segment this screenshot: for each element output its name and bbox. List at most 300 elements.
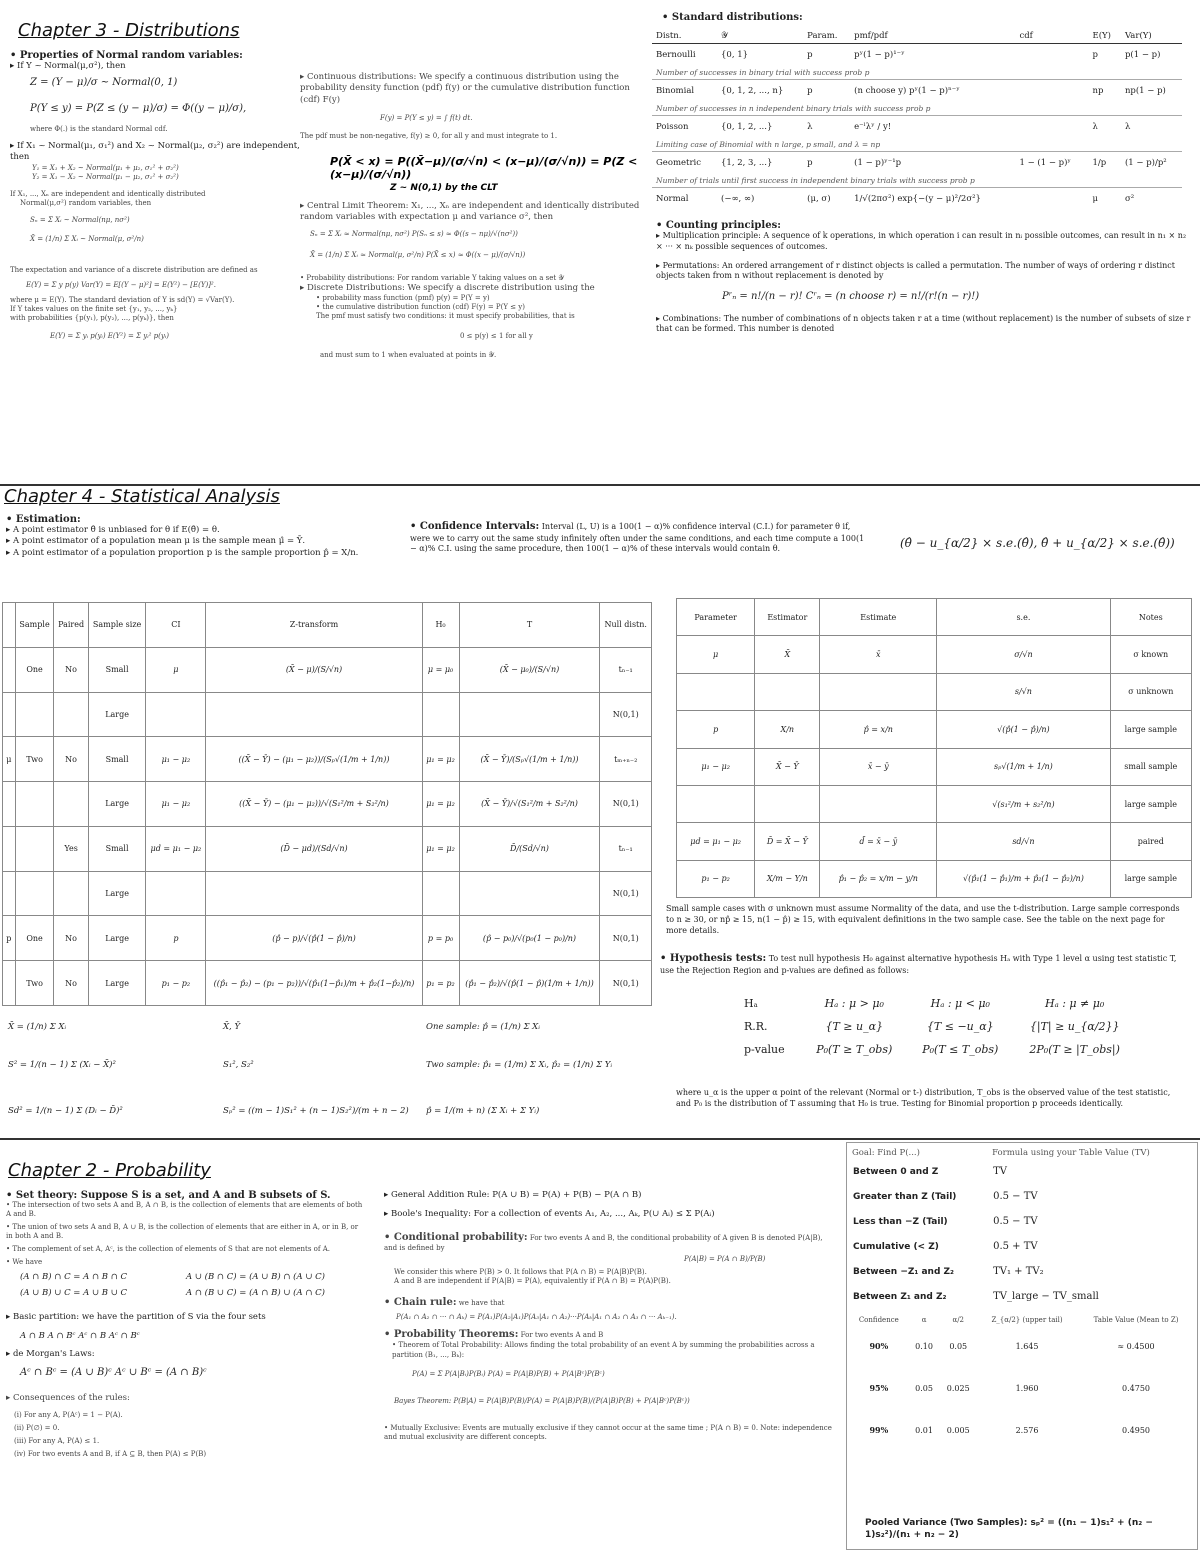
exp-where: where μ = E(Y). The standard deviation of Y is sd(Y) = √Var(Y). (10, 296, 235, 305)
mutually-exclusive: • Mutually Exclusive: Events are mutually exclusive if they cannot occur at the same time ; P(A ∩ B) = 0. Note: independence and mutual exclusivity are different concepts. (384, 1424, 834, 1442)
booles-inequality: ▸ Boole's Inequality: For a collection of events A₁, A₂, ..., Aₖ, P(∪ Aᵢ) ≤ Σ P(Aᵢ) (384, 1209, 834, 1220)
inference-cell-h0: μ₁ = μ₂ (422, 782, 459, 827)
bayes-eq: Bayes Theorem: P(B|A) = P(A|B)P(B)/P(A) = P(A|B)P(B)/(P(A|B)P(B) + P(A|Bᶜ)P(Bᶜ)) (394, 1396, 690, 1405)
inference-cell-t: (p̂ − p₀)/√(p₀(1 − p₀)/n) (459, 916, 600, 961)
hypothesis-cell: {T ≥ u_α} (825, 1020, 884, 1033)
confidence-cell: 0.4950 (1122, 1425, 1151, 1435)
confidence-row (849, 1409, 1195, 1451)
estimator-cell-note: σ known (1110, 636, 1191, 673)
confidence-row (849, 1325, 1195, 1367)
inference-cell-size: Large (88, 782, 146, 827)
demorgan-eq: Aᶜ ∩ Bᶜ = (A ∪ B)ᶜ Aᶜ ∪ Bᶜ = (A ∩ B)ᶜ (20, 1366, 207, 1378)
combinations: ▸ Combinations: The number of combinations of n objects taken r at a time (without replacement) is the number of subsets of size r that can be formed. This number is denoted (656, 314, 1192, 336)
std-header-cell: pmf/pdf (850, 29, 1015, 44)
small-sample-note: Small sample cases with σ unknown must assume Normality of the data, and use the t-distribution. Large sample corresponds to n ≥ 30, or np̂ ≥ 15, n(1 − p̂) ≥ 15, with equivalent definitions in the two sample case. See the table on the next page for more details. (666, 904, 1180, 935)
form-xbar: X̄ = (1/n) Σ Xᵢ (8, 1022, 67, 1032)
cond-eq: P(A|B) = P(A ∩ B)/P(B) (684, 1255, 766, 1264)
general-addition-rule: ▸ General Addition Rule: P(A ∪ B) = P(A) + P(B) − P(A ∩ B) (384, 1190, 834, 1201)
z-goal-row (849, 1184, 1195, 1209)
confidence-cell: 2.576 (1015, 1425, 1039, 1435)
estimator-cell-est (820, 785, 937, 822)
confidence-cell: 95% (869, 1383, 889, 1393)
inference-cell-paired (54, 692, 88, 737)
cdf-line: • the cumulative distribution function (cdf) F(y) = P(Y ≤ y) (316, 303, 640, 312)
form-s12: S₁², S₂² (223, 1060, 254, 1070)
z-formula-cell: 0.5 + TV (993, 1241, 1038, 1252)
estimator-row (677, 636, 1192, 673)
estimator-header-cell: Parameter (677, 599, 755, 636)
estimator-table-header (677, 599, 1192, 636)
std-header-cell: Var(Y) (1121, 29, 1182, 44)
std-dist-note: Number of successes in n independent binary trials with success prob p (652, 102, 1182, 116)
inference-row (3, 782, 652, 827)
normal-eq-1: Z = (Y − μ)/σ ~ Normal(0, 1) (30, 77, 178, 89)
set-theory-heading: • Set theory: Suppose S is a set, and A and B subsets of S. (6, 1190, 366, 1201)
estimator-cell-param: μ (677, 636, 755, 673)
inference-cell-h0 (422, 871, 459, 916)
exp-eq-2: E(Y) = Σ yᵢ p(yᵢ) E(Y²) = Σ yᵢ² p(yᵢ) (50, 331, 169, 340)
inference-cell-sample (15, 782, 54, 827)
chapter-3-title: Chapter 3 - Distributions (18, 20, 240, 41)
estimator-cell-note: large sample (1110, 860, 1191, 897)
form-one-sample: One sample: p̂ = (1/n) Σ Xᵢ (426, 1022, 540, 1032)
inference-cell-z: ((p̂₁ − p̂₂) − (p₁ − p₂))/√(p̂₁(1−p̂₁)/m + p̂₂(1−p̂₂)/n) (206, 961, 422, 1006)
z-goal-row (849, 1259, 1195, 1284)
estimator-cell-estr (755, 673, 820, 710)
inference-cell-null: N(0,1) (600, 916, 652, 961)
inference-cell-h0: μ = μ₀ (422, 647, 459, 692)
hypothesis-cell: P₀(T ≥ T_obs) (816, 1043, 893, 1056)
std-dist-table (652, 29, 1182, 210)
estimator-header-cell: Estimator (755, 599, 820, 636)
estimator-cell-param (677, 673, 755, 710)
std-cell-e: np (1092, 86, 1104, 96)
estimator-cell-estr: X̄ − Ȳ (755, 748, 820, 785)
inference-cell-grp (3, 961, 16, 1006)
inference-cell-z: ((X̄ − Ȳ) − (μ₁ − μ₂))/(Sₚ√(1/m + 1/n)) (206, 737, 422, 782)
probability-rules-block (384, 1190, 834, 1442)
inference-cell-z (206, 692, 422, 737)
handwritten-clt-1: P(X̄ < x) = P((X̄−μ)/(σ/√n) < (x−μ)/(σ/√n)) = P(Z < (x−μ)/(σ/√n)) (330, 154, 638, 181)
inference-cell-sample: One (15, 647, 54, 692)
form-sp: Sₚ² = ((m − 1)S₁² + (n − 1)S₂²)/(m + n − 2) (223, 1106, 409, 1116)
z-formula-cell: TV_large − TV_small (993, 1291, 1099, 1302)
hypothesis-cell: Hₐ : μ < μ₀ (930, 997, 990, 1010)
estimator-cell-se: sd/√n (937, 823, 1110, 860)
z-goal-row (849, 1284, 1195, 1309)
clt-line: ▸ Central Limit Theorem: X₁, ..., Xₙ are independent and identically distributed random variables with expectation μ and variance σ², then (300, 201, 640, 224)
estimation-heading: • Estimation: (6, 514, 406, 525)
estimator-cell-se: s/√n (937, 673, 1110, 710)
z-formula-col: Formula using your Table Value (TV) (992, 1148, 1150, 1158)
inference-cell-ci: p₁ − p₂ (146, 961, 206, 1006)
inference-header-cell: H₀ (422, 603, 459, 648)
consequence-2: (ii) P(∅) = 0. (14, 1424, 60, 1433)
inference-cell-sample: One (15, 916, 54, 961)
inference-cell-ci (146, 871, 206, 916)
std-cell-cdf: 1 − (1 − p)ʸ (1019, 158, 1072, 168)
inference-cell-z: (X̄ − μ)/(S/√n) (206, 647, 422, 692)
z-goal-cell: Between −Z₁ and Z₂ (853, 1266, 954, 1277)
inference-cell-size: Large (88, 871, 146, 916)
demorgan-heading: ▸ de Morgan's Laws: (6, 1349, 366, 1360)
inference-cell-h0: μ₁ = μ₂ (422, 826, 459, 871)
std-dist-note: Number of successes in binary trial with success prob p (652, 66, 1182, 80)
estimator-cell-se: sₚ√(1/m + 1/n) (937, 748, 1110, 785)
normal-where: where Φ(.) is the standard Normal cdf. (30, 125, 168, 134)
inference-cell-size: Small (88, 647, 146, 692)
cont-line: ▸ Continuous distributions: We specify a continuous distribution using the probability density function (pdf) f(y) or the cumulative distribution function (cdf) F(y) (300, 72, 640, 106)
hypothesis-table (736, 992, 1136, 1061)
estimator-row (677, 748, 1192, 785)
exp-if: If Y takes values on the finite set {y₁, y₂, ..., yₖ} (10, 305, 178, 314)
z-formula-cell: TV₁ + TV₂ (993, 1266, 1044, 1277)
inference-cell-sample (15, 871, 54, 916)
cond-indep: A and B are independent if P(A|B) = P(A), equivalently if P(A ∩ B) = P(A)P(B). (394, 1277, 671, 1286)
counting-heading: • Counting principles: (656, 220, 1192, 231)
exp-line: The expectation and variance of a discrete distribution are defined as (10, 266, 258, 275)
prob-theorems-heading: • Probability Theorems: (384, 1329, 518, 1340)
estimator-row (677, 785, 1192, 822)
z-goal-cell: Between Z₁ and Z₂ (853, 1291, 947, 1302)
std-header-cell: cdf (1015, 29, 1088, 44)
std-cell-cdf (1015, 44, 1088, 67)
divider-ch4-ch2 (0, 1138, 1200, 1140)
cond-heading: • Conditional probability: (384, 1232, 528, 1243)
inference-cell-paired: No (54, 961, 88, 1006)
confidence-table (849, 1315, 1195, 1451)
inference-cell-grp (3, 692, 16, 737)
z-goal-cell: Between 0 and Z (853, 1166, 939, 1177)
estimator-cell-est: p̂ = x/n (820, 711, 937, 748)
inference-cell-grp (3, 871, 16, 916)
estimator-cell-est: d̄ = x̄ − ȳ (820, 823, 937, 860)
confidence-header-cell: α/2 (952, 1316, 965, 1324)
ci-heading: • Confidence Intervals: (410, 521, 539, 532)
inference-row (3, 737, 652, 782)
law-4: A ∩ (B ∪ C) = (A ∩ B) ∪ (A ∩ C) (186, 1287, 325, 1298)
pmf-line: • probability mass function (pmf) p(y) = P(Y = y) (316, 294, 640, 303)
inference-cell-size: Large (88, 961, 146, 1006)
prob-theorems-text: For two events A and B (520, 1331, 604, 1340)
confidence-cell: 0.10 (915, 1341, 933, 1351)
std-cell-e: 1/p (1092, 158, 1107, 168)
inference-cell-t (459, 871, 600, 916)
inference-row (3, 961, 652, 1006)
estimator-row (677, 823, 1192, 860)
std-dist-note: Limiting case of Binomial with n large, p small, and λ = np (652, 138, 1182, 152)
inference-cell-z: (p̂ − p)/√(p̂(1 − p̂)/n) (206, 916, 422, 961)
z-formula-cell: 0.5 − TV (993, 1216, 1038, 1227)
hypothesis-cell: p-value (744, 1043, 785, 1056)
consequences-heading: ▸ Consequences of the rules: (6, 1393, 366, 1404)
confidence-cell: 0.05 (949, 1341, 968, 1351)
hypothesis-cell: P₀(T ≤ T_obs) (922, 1043, 999, 1056)
std-cell-pmf: e⁻ˡλʸ / y! (854, 122, 892, 132)
law-2: A ∪ (B ∩ C) = (A ∪ B) ∩ (A ∪ C) (186, 1271, 325, 1282)
z-goal-col: Goal: Find P(...) (852, 1148, 920, 1158)
total-probability: • Theorem of Total Probability: Allows finding the total probability of an event A by summing the probabilities across a partition (B₁, ..., Bₖ): (392, 1341, 834, 1359)
inference-row (3, 647, 652, 692)
std-cell-e: λ (1092, 122, 1098, 132)
inference-cell-h0: p₁ = p₂ (422, 961, 459, 1006)
hypothesis-cell: {T ≤ −u_α} (926, 1020, 994, 1033)
std-cell-param: p (807, 158, 813, 168)
estimator-cell-note: paired (1110, 823, 1191, 860)
inference-cell-z: (D̄ − μd)/(Sd/√n) (206, 826, 422, 871)
inference-cell-sample (15, 692, 54, 737)
cond-text: For two events A and B, the conditional probability of A given B is denoted P(A|B), and is defined by (384, 1233, 823, 1252)
confidence-header-cell: α (921, 1316, 927, 1324)
confidence-cell: ≈ 0.4500 (1117, 1341, 1155, 1351)
inference-cell-null: N(0,1) (600, 782, 652, 827)
std-cell-e: p (1092, 50, 1098, 60)
pmf-sum: and must sum to 1 when evaluated at points in 𝒴. (320, 350, 497, 359)
std-cell-param: (μ, σ) (807, 194, 831, 204)
iid-line: If X₁, ..., Xₙ are independent and identically distributed (10, 189, 206, 198)
estimator-cell-param: μd = μ₁ − μ₂ (677, 823, 755, 860)
hypothesis-text: To test null hypothesis H₀ against alternative hypothesis Hₐ with Type 1 level α using test statistic T, use the Rejection Region and p-values are defined as follows: (660, 954, 1177, 975)
inference-cell-ci: μ (146, 647, 206, 692)
hypothesis-cell: Hₐ : μ ≠ μ₀ (1044, 997, 1105, 1010)
std-dist-note-row (652, 66, 1182, 80)
estimator-row (677, 673, 1192, 710)
hypothesis-row (736, 1015, 1136, 1038)
z-goal-cell: Less than −Z (Tail) (853, 1216, 948, 1227)
estimator-row (677, 711, 1192, 748)
total-prob-eq: P(A) = Σ P(A|Bᵢ)P(Bᵢ) P(A) = P(A|B)P(B) + P(A|Bᶜ)P(Bᶜ) (412, 1369, 605, 1378)
inference-cell-h0 (422, 692, 459, 737)
handwritten-clt-2: Z ~ N(0,1) by the CLT (390, 182, 498, 193)
indep-eq-2: Y₂ = X₁ − X₂ ~ Normal(μ₁ − μ₂, σ₁² + σ₂²) (32, 172, 179, 181)
ci-formula: (θ̂ − u_{α/2} × s.e.(θ̂), θ̂ + u_{α/2} × s.e.(θ̂)) (900, 536, 1175, 550)
normal-properties-heading: • Properties of Normal random variables: (10, 50, 300, 61)
inference-row (3, 916, 652, 961)
inference-header-cell: Null distn. (600, 603, 652, 648)
confidence-cell: 0.4750 (1122, 1383, 1151, 1393)
std-dist-row (652, 188, 1182, 211)
chapter-4-title: Chapter 4 - Statistical Analysis (4, 486, 280, 507)
inference-cell-h0: μ₁ = μ₂ (422, 737, 459, 782)
std-cell-var: λ (1124, 122, 1131, 132)
iid-eq-1: Sₙ = Σ Xᵢ ~ Normal(nμ, nσ²) (30, 215, 130, 224)
consequence-1: (i) For any A, P(Aᶜ) = 1 − P(A). (14, 1410, 123, 1419)
set-union: • The union of two sets A and B, A ∪ B, is the collection of elements that are either in A, or in B, or in both A and B. (6, 1223, 366, 1241)
inference-header-cell: CI (146, 603, 206, 648)
std-cell-name: Bernoulli (656, 50, 696, 60)
z-goal-cell: Cumulative (< Z) (853, 1241, 939, 1252)
normal-properties-block (10, 50, 300, 341)
inference-cell-paired: Yes (54, 826, 88, 871)
z-goal-row (849, 1234, 1195, 1259)
inference-row (3, 871, 652, 916)
estimator-cell-se: √(s₁²/m + s₂²/n) (937, 785, 1110, 822)
inference-header-cell (3, 603, 16, 648)
exp-probs: with probabilities {p(y₁), p(y₂), ..., p(yₖ)}, then (10, 314, 174, 323)
std-cell-param: p (807, 50, 813, 60)
consequence-3: (iii) For any A, P(A) ≤ 1. (14, 1437, 100, 1446)
inference-cell-grp: μ (3, 737, 16, 782)
inference-cell-t (459, 692, 600, 737)
confidence-cell: 1.960 (1015, 1383, 1039, 1393)
confidence-header-cell: Confidence (858, 1316, 899, 1324)
basic-partition: ▸ Basic partition: we have the partition of S via the four sets (6, 1312, 366, 1323)
set-intersection: • The intersection of two sets A and B, A ∩ B, is the collection of elements that are elements of both A and B. (6, 1201, 366, 1219)
estimator-cell-note: large sample (1110, 785, 1191, 822)
confidence-header-cell: Table Value (Mean to Z) (1093, 1316, 1179, 1324)
consequence-4: (iv) For two events A and B, if A ⊆ B, then P(A) ≤ P(B) (14, 1450, 207, 1459)
estimator-cell-param: p (677, 711, 755, 748)
estimator-cell-est: x̄ − ȳ (820, 748, 937, 785)
estimator-cell-note: σ unknown (1110, 673, 1191, 710)
confidence-cell: 90% (869, 1341, 889, 1351)
inference-cell-t: (X̄ − Ȳ)/(Sₚ√(1/m + 1/n)) (459, 737, 600, 782)
confidence-cell: 0.025 (946, 1383, 970, 1393)
std-cell-y: (−∞, ∞) (721, 194, 755, 204)
inference-cell-ci (146, 692, 206, 737)
std-cell-pmf: pʸ(1 − p)¹⁻ʸ (854, 50, 905, 60)
inference-cell-ci: μ₁ − μ₂ (146, 782, 206, 827)
inference-cell-null: N(0,1) (600, 961, 652, 1006)
estimator-header-cell: s.e. (937, 599, 1110, 636)
iid-eq-2: X̄ = (1/n) Σ Xᵢ ~ Normal(μ, σ²/n) (30, 234, 144, 243)
inference-cell-ci: μ₁ − μ₂ (146, 737, 206, 782)
estimation-2: ▸ A point estimator of a population mean μ is the sample mean μ̂ = Ȳ. (6, 536, 406, 547)
hypothesis-where: where u_α is the upper α point of the relevant (Normal or t-) distribution, T_obs is the observed value of the test statistic, and P₀ is the distribution of T assuming that H₀ is true. Testing for Binomial proportion p proceeds identically. (676, 1088, 1171, 1108)
inference-table (2, 602, 652, 1006)
std-dist-row (652, 116, 1182, 139)
std-cell-cdf (1015, 80, 1088, 103)
iid-line-2: Normal(μ,σ²) random variables, then (20, 198, 152, 207)
estimator-cell-param (677, 785, 755, 822)
estimator-cell-note: small sample (1110, 748, 1191, 785)
pooled-variance: Pooled Variance (Two Samples): sₚ² = ((n₁ − 1)s₁² + (n₂ − 1)s₂²)/(n₁ + n₂ − 2) (865, 1517, 1153, 1540)
inference-cell-h0: p = p₀ (422, 916, 459, 961)
std-header-cell: Distn. (652, 29, 717, 44)
confidence-cell: 1.645 (1015, 1341, 1039, 1351)
z-goal-row (849, 1159, 1195, 1184)
inference-cell-t: D̄/(Sd/√n) (459, 826, 600, 871)
indep-line: ▸ If X₁ ~ Normal(μ₁, σ₁²) and X₂ ~ Normal(μ₂, σ₂²) are independent, then (10, 141, 300, 164)
std-cell-name: Normal (656, 194, 689, 204)
std-dist-row (652, 152, 1182, 175)
ci-block (410, 520, 870, 555)
std-cell-param: λ (807, 122, 813, 132)
inference-table-header (3, 603, 652, 648)
partition-sets: A ∩ B A ∩ Bᶜ Aᶜ ∩ B Aᶜ ∩ Bᶜ (20, 1331, 140, 1342)
confidence-cell: 99% (869, 1425, 889, 1435)
cond-consider: We consider this where P(B) > 0. It follows that P(A ∩ B) = P(A|B)P(B). (394, 1268, 647, 1277)
indep-eq-1: Y₁ = X₁ + X₂ ~ Normal(μ₁ + μ₂, σ₁² + σ₂²) (32, 163, 179, 172)
inference-cell-size: Small (88, 826, 146, 871)
inference-cell-null: N(0,1) (600, 871, 652, 916)
normal-line: ▸ If Y ~ Normal(μ,σ²), then (10, 61, 300, 72)
std-cell-e: μ (1092, 194, 1099, 204)
clt-eq-2: X̄ = (1/n) Σ Xᵢ ≈ Normal(μ, σ²/n) P(X̄ ≤ x) ≈ Φ((x − μ)/(σ/√n)) (310, 250, 526, 259)
chain-text: we have that (458, 1299, 505, 1308)
estimator-header-cell: Estimate (820, 599, 937, 636)
confidence-cell: 0.01 (915, 1425, 933, 1435)
inference-cell-sample: Two (15, 737, 54, 782)
ci-text: Interval (L, U) is a 100(1 − α)% confidence interval (C.I.) for parameter θ if, were we to carry out the same study infinitely often under the same conditions, and each time compute a 100(1 − α)% C.I. using the same procedure, then 100(1 − α)% of these intervals would contain θ. (410, 522, 865, 554)
inference-cell-null: tₙ₋₁ (600, 647, 652, 692)
estimator-cell-param: μ₁ − μ₂ (677, 748, 755, 785)
confidence-header (849, 1315, 1195, 1325)
z-goal-header (849, 1147, 1195, 1159)
inference-cell-null: tₘ₊ₙ₋₂ (600, 737, 652, 782)
std-cell-cdf (1015, 116, 1088, 139)
std-cell-var: p(1 − p) (1124, 50, 1161, 60)
estimation-3: ▸ A point estimator of a population proportion p is the sample proportion p̂ = X/n. (6, 548, 406, 559)
estimator-header-cell: Notes (1110, 599, 1191, 636)
continuous-block (300, 72, 640, 360)
prob-line: • Probability distributions: For random variable Y taking values on a set 𝒴 (300, 274, 640, 283)
inference-cell-grp: p (3, 916, 16, 961)
confidence-cell: 0.005 (946, 1425, 970, 1435)
hypothesis-cell: 2P₀(T ≥ |T_obs|) (1029, 1043, 1120, 1056)
confidence-header-cell: Z_{α/2} (upper tail) (991, 1316, 1063, 1324)
permutations: ▸ Permutations: An ordered arrangement of r distinct objects is called a permutation. The number of ways of ordering r distinct objects taken from n without replacement is denoted by (656, 261, 1192, 283)
estimator-table (676, 598, 1192, 898)
standard-distributions (652, 12, 1192, 335)
std-cell-var: (1 − p)/p² (1124, 158, 1167, 168)
inference-header-cell: Z-transform (206, 603, 422, 648)
std-cell-pmf: 1/√(2πσ²) exp{−(y − μ)²/2σ²} (854, 194, 981, 204)
std-cell-cdf (1015, 188, 1088, 211)
inference-header-cell: Paired (54, 603, 88, 648)
std-dist-note-row (652, 102, 1182, 116)
estimator-cell-estr: X̄ (755, 636, 820, 673)
std-cell-var: σ² (1124, 194, 1135, 204)
inference-cell-paired (54, 871, 88, 916)
chapter-2-title: Chapter 2 - Probability (8, 1160, 211, 1181)
inference-cell-t: (p̂₁ − p̂₂)/√(p̂(1 − p̂)(1/m + 1/n)) (459, 961, 600, 1006)
std-header-cell: 𝒴 (717, 29, 803, 44)
hypothesis-block (660, 952, 1180, 976)
hypothesis-row (736, 1038, 1136, 1061)
hypothesis-row (736, 992, 1136, 1015)
pmf-ineq: 0 ≤ p(y) ≤ 1 for all y (460, 331, 533, 340)
inference-cell-paired (54, 782, 88, 827)
inference-row (3, 826, 652, 871)
estimator-cell-param: p₁ − p₂ (677, 860, 755, 897)
estimator-row (677, 860, 1192, 897)
std-cell-pmf: (1 − p)ʸ⁻¹p (854, 158, 902, 168)
z-formula-cell: 0.5 − TV (993, 1191, 1038, 1202)
estimator-cell-estr: X/m − Y/n (755, 860, 820, 897)
inference-cell-size: Small (88, 737, 146, 782)
hypothesis-heading: • Hypothesis tests: (660, 953, 766, 964)
estimator-cell-estr: X/n (755, 711, 820, 748)
std-cell-pmf: (n choose y) pʸ(1 − p)ⁿ⁻ʸ (854, 86, 960, 96)
std-dist-header-row (652, 29, 1182, 44)
mult-principle: ▸ Multiplication principle: A sequence of k operations, in which operation i can result in nᵢ possible outcomes, can result in n₁ × n₂ × ··· × nₖ possible sequences of outcomes. (656, 231, 1192, 253)
std-cell-var: np(1 − p) (1124, 86, 1166, 96)
disc-line: ▸ Discrete Distributions: We specify a discrete distribution using the (300, 283, 640, 294)
std-cell-y: {0, 1} (721, 50, 749, 60)
z-goal-row (849, 1209, 1195, 1234)
inference-cell-paired: No (54, 647, 88, 692)
form-phat: p̂ = 1/(m + n) (Σ Xᵢ + Σ Yᵢ) (426, 1106, 540, 1116)
set-theory-block (6, 1190, 366, 1459)
inference-cell-size: Large (88, 916, 146, 961)
estimator-cell-est (820, 673, 937, 710)
std-cell-y: {1, 2, 3, ...} (721, 158, 773, 168)
z-goal-cell: Greater than Z (Tail) (853, 1191, 957, 1202)
hypothesis-cell: Hₐ (744, 997, 758, 1010)
std-dist-row (652, 44, 1182, 67)
inference-cell-z: ((X̄ − Ȳ) − (μ₁ − μ₂))/√(S₁²/m + S₂²/n) (206, 782, 422, 827)
